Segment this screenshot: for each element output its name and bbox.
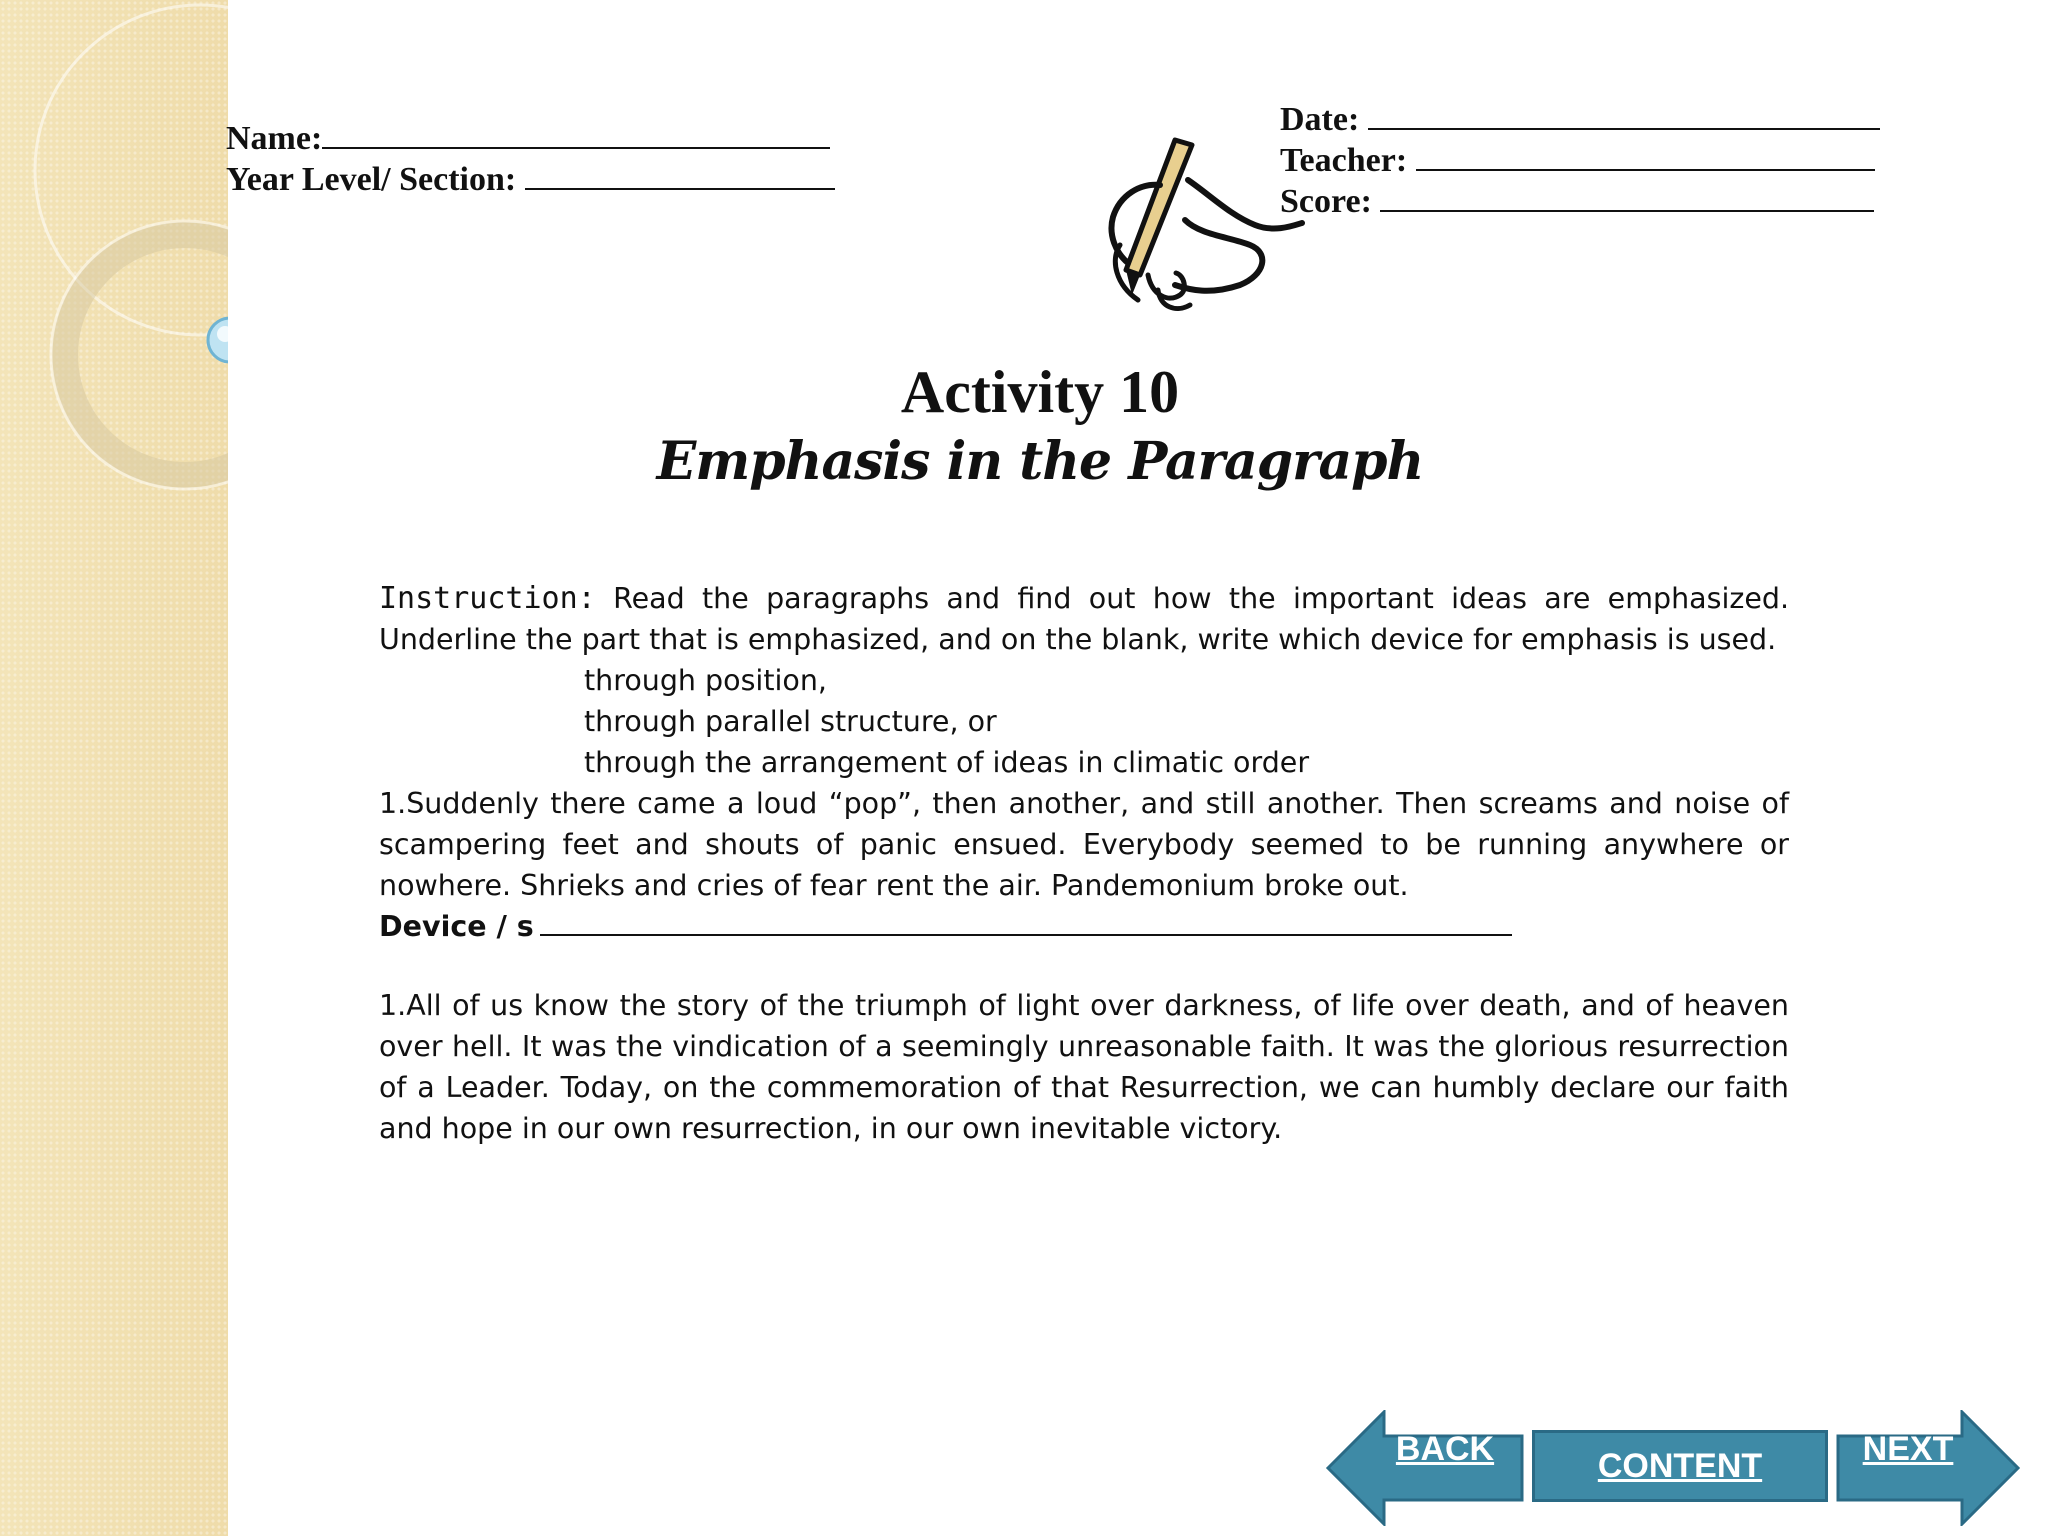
device-label: Device / s [379,910,534,943]
option-climactic-order: through the arrangement of ideas in climatic order [584,746,1310,779]
device-answer-line [379,906,1789,947]
instruction-text: Read the paragraphs and find out how the important ideas are emphasized. Underline the part that is emphasized, and on the blank, write which device for emphasis is used. [379,582,1790,656]
spacer [379,947,1789,985]
option-parallel-structure: through parallel structure, or [584,705,997,738]
content-button-label: CONTENT [1597,1446,1763,1485]
item-2-paragraph: 1.All of us know the story of the triumph of light over darkness, of life over death, and of heaven over hell. It was the vindication of a seemingly unreasonable faith. It was the glorious resurrection of a Leader. Today, on the commemoration of that Resurrection, we can humbly declare our faith and hope in our own resurrection, in our own inevitable victory. [379,989,1789,1145]
next-button-label: NEXT [1862,1429,1954,1468]
activity-title: Activity 10 [900,359,1180,425]
year-section-field [226,158,835,200]
option-position: through position, [584,664,827,697]
score-label: Score: [1280,183,1372,220]
decorative-sidebar [0,0,228,1536]
back-button[interactable] [1329,1413,1521,1485]
name-blank[interactable] [322,117,830,149]
teacher-field [1280,139,1875,181]
date-label: Date: [1280,101,1360,138]
teacher-label: Teacher: [1280,142,1408,179]
date-field [1280,98,1880,140]
decorative-rings [0,0,228,560]
name-field [226,117,830,159]
date-blank[interactable] [1368,98,1880,130]
score-field [1280,180,1874,222]
back-button-label: BACK [1395,1429,1495,1468]
next-button[interactable] [1838,1413,2008,1485]
name-label: Name: [226,120,323,157]
content-button[interactable] [1532,1430,1828,1502]
activity-subtitle: Emphasis in the Paragraph [656,431,1424,492]
year-section-label: Year Level/ Section: [226,161,517,198]
item-1-paragraph: 1.Suddenly there came a loud “pop”, then another, and still another. Then screams and noise of scampering feet and shouts of panic ensued. Everybody seemed to be running anywhere or nowhere. Shrieks and cries of fear rent the air. Pandemonium broke out. [379,787,1789,902]
year-section-blank[interactable] [525,158,835,190]
teacher-blank[interactable] [1416,139,1875,171]
activity-body [379,578,1789,1149]
hand-writing-with-pencil-icon [1080,125,1320,325]
instruction-label: Instruction: [379,581,596,616]
instruction-paragraph [379,578,1789,660]
score-blank[interactable] [1380,180,1874,212]
device-blank[interactable] [540,906,1512,936]
